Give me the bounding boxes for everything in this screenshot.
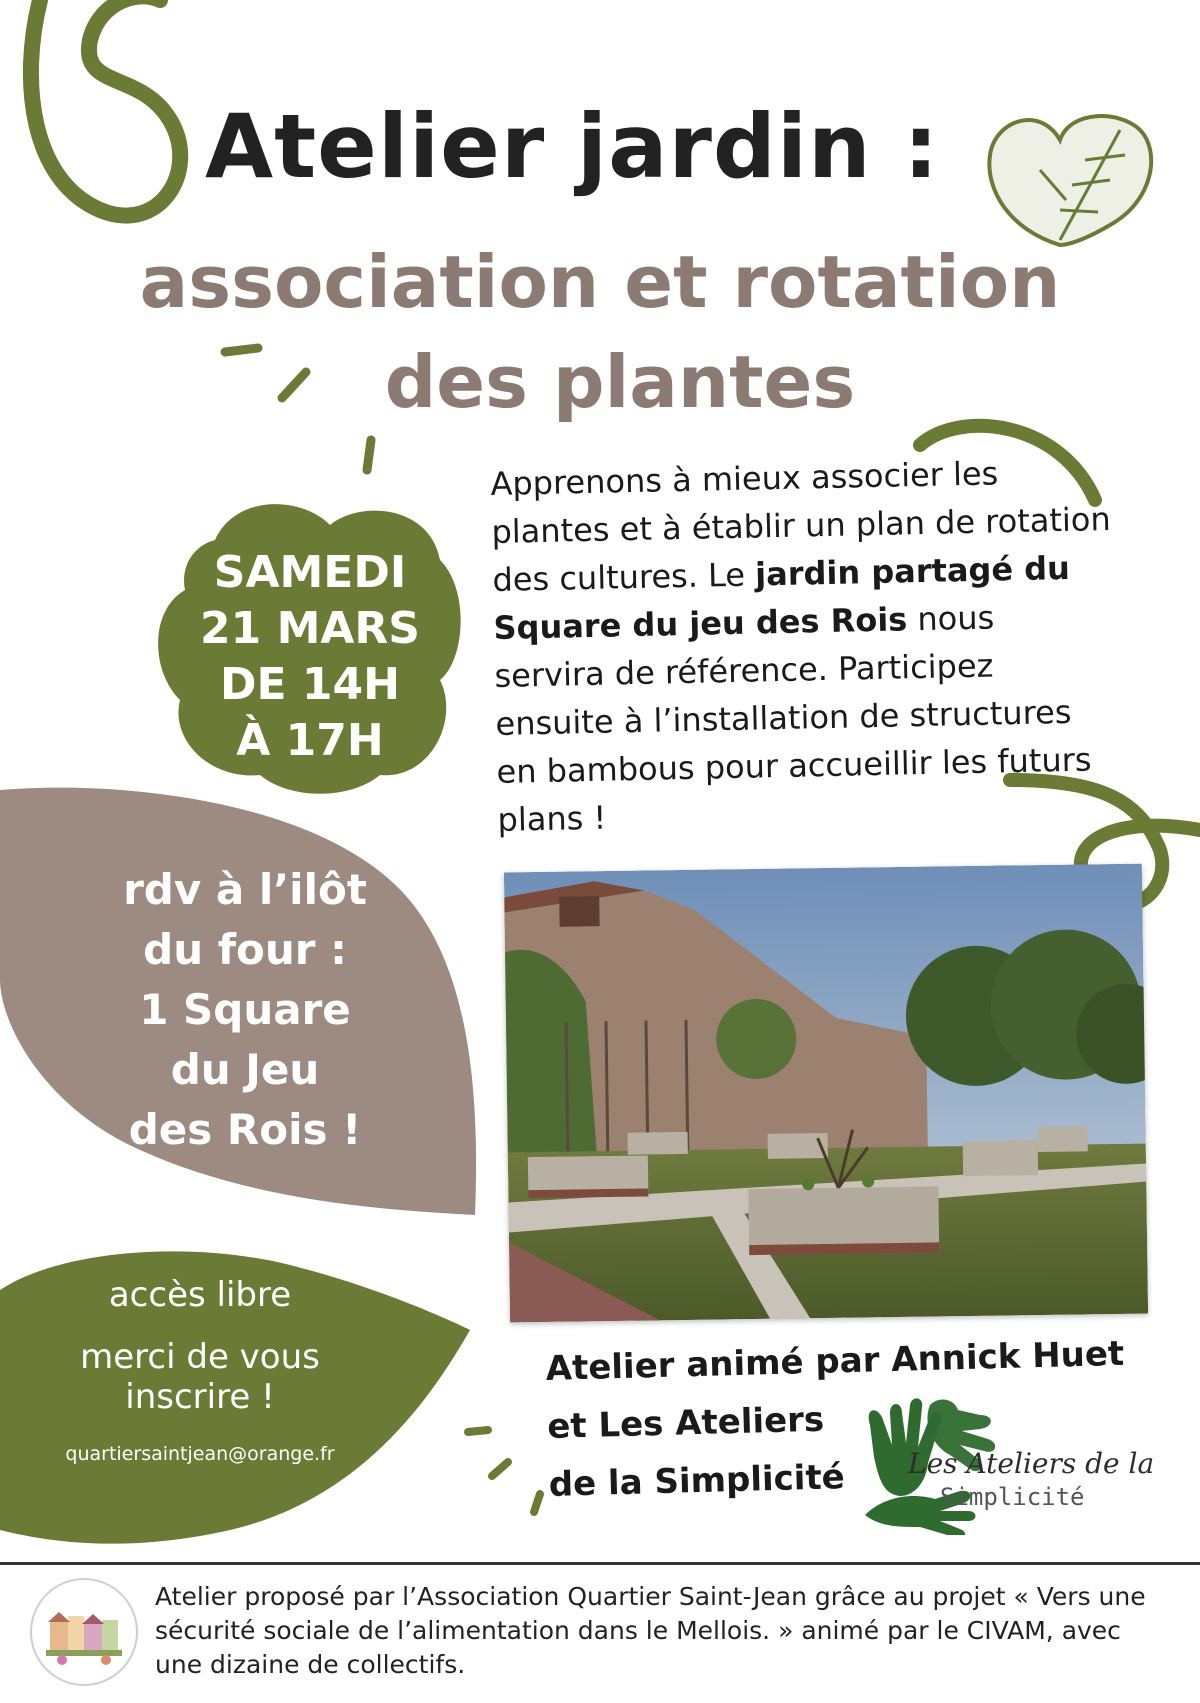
place-block	[55, 860, 435, 1160]
footer-text: Atelier proposé par l’Association Quartier Saint-Jean grâce au projet « Vers une sécurité sociale de l’alimentation dans le Mellois. » animé par le CIVAM, avec une dizaine de collectifs.	[155, 1582, 1146, 1679]
credit-line-2: et Les Ateliers	[546, 1399, 825, 1447]
contact-email[interactable]: quartiersaintjean@orange.fr	[65, 1443, 335, 1465]
description-bold: jardin partagé du Square du jeu des Rois	[493, 548, 1071, 647]
heart-leaf-icon	[989, 116, 1151, 245]
register-line-1: merci de vous	[80, 1337, 320, 1377]
place-line-3: 1 Square	[139, 985, 351, 1034]
bottom-rays	[468, 1430, 540, 1512]
description-text	[490, 447, 1118, 844]
description-part-1: Apprenons à mieux associer les plantes et à établir un plan de rotation des cultures. Le	[490, 454, 1112, 599]
description-part-2: nous servira de référence. Participez ensuite à l’installation de structures en bambous pour accueillir les futurs plans !	[494, 598, 1092, 839]
subtitle-line-1: association et rotation	[139, 240, 1061, 324]
place-line-4: du Jeu	[170, 1045, 320, 1094]
date-line-4: À 17H	[236, 715, 384, 766]
association-logo	[30, 1578, 138, 1686]
access-free: accès libre	[108, 1275, 292, 1315]
page-title: Atelier jardin :	[205, 95, 940, 198]
date-line-1: SAMEDI	[213, 547, 407, 598]
credit-line-3: de la Simplicité	[548, 1457, 846, 1505]
top-left-swirl	[31, 0, 180, 216]
partner-logo-name: Les Ateliers de la	[908, 1447, 1155, 1480]
subtitle-line-2: des plantes	[384, 340, 856, 424]
place-line-1: rdv à l’ilôt	[123, 865, 367, 914]
place-line-2: du four :	[143, 925, 347, 974]
garden-photo	[504, 864, 1148, 1323]
partner-logo-name-2: Simplicité	[940, 1483, 1085, 1511]
place-line-5: des Rois !	[128, 1105, 362, 1154]
access-block	[35, 1275, 365, 1417]
date-line-3: DE 14H	[220, 659, 400, 710]
credit-line-1: Atelier animé par Annick Huet	[545, 1333, 1125, 1389]
date-block	[165, 545, 455, 769]
date-line-2: 21 MARS	[200, 603, 420, 654]
register-line-2: inscrire !	[125, 1377, 275, 1417]
